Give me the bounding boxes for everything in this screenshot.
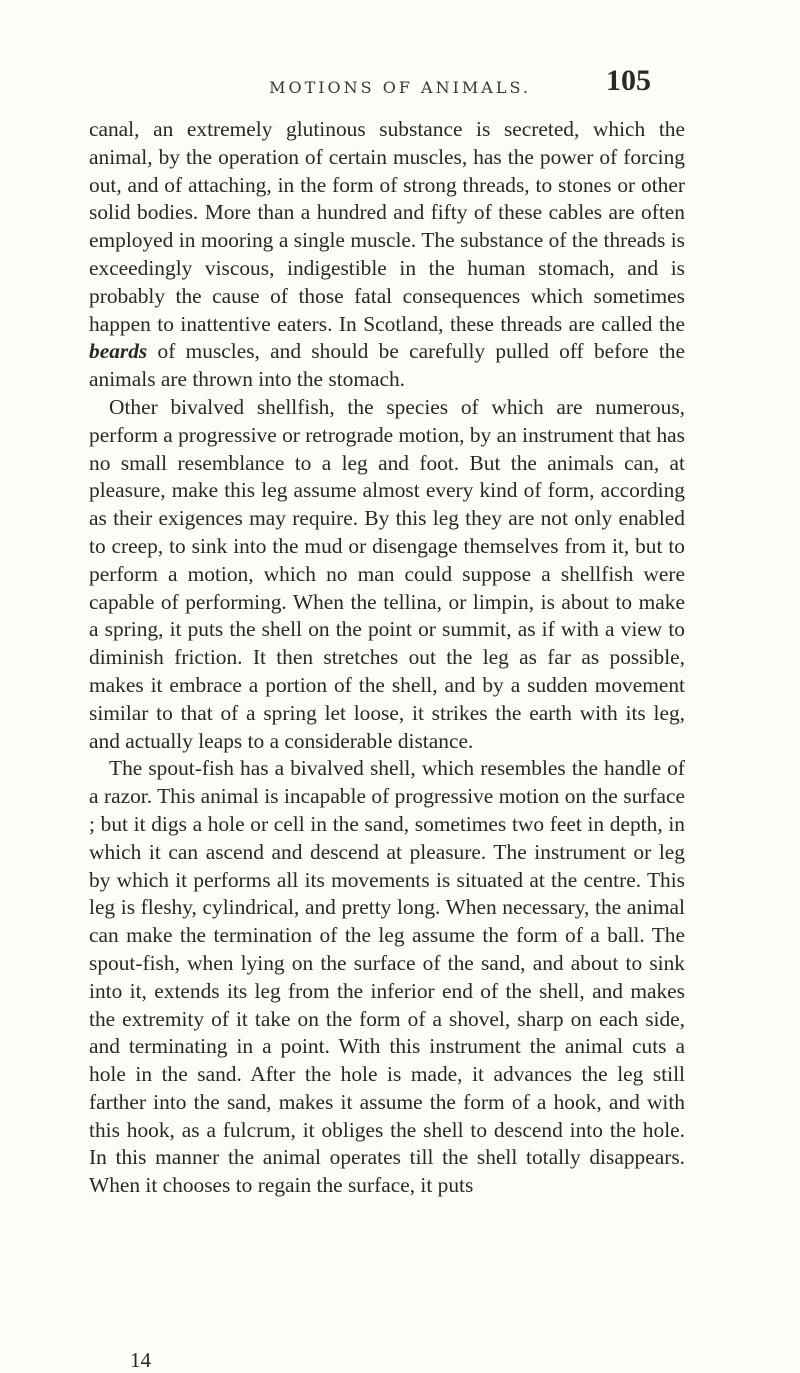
body-text [89, 116, 685, 1200]
running-head: MOTIONS OF ANIMALS. [269, 78, 531, 97]
page-number: 105 [606, 64, 651, 97]
paragraph-3 [89, 755, 685, 1200]
paragraph-1 [89, 116, 685, 394]
paragraph-1-text-a: canal, an extremely glutinous substance is secreted, which the animal, by the operation of certain muscles, has the power of forcing out, and of attaching, in the form of strong threads, to stones or other solid bodies. More than a hundred and fifty of these cables are often employed in mooring a single muscle. The substance of the threads is exceedingly viscous, indigestible in the human stomach, and is probably the cause of those fatal consequences which sometimes happen to inattentive eaters. In Scotland, these threads are called the [89, 117, 685, 336]
paragraph-2 [89, 394, 685, 755]
paragraph-1-italic-term: beards [89, 339, 148, 364]
paragraph-1-text-b: of muscles, and should be carefully pulled off before the animals are thrown into the stomach. [89, 339, 685, 392]
paragraph-3-text: The spout-fish has a bivalved shell, which resembles the handle of a razor. This animal is incapable of progressive motion on the surface ; but it digs a hole or cell in the sand, sometimes two feet in depth, in which it can ascend and descend at pleasure. The instrument or leg by which it performs all its movements is situated at the centre. This leg is fleshy, cylindrical, and pretty long. When necessary, the animal can make the termination of the leg assume the form of a ball. The spout-fish, when lying on the surface of the sand, and about to sink into it, extends its leg from the inferior end of the shell, and makes the extremity of it take on the form of a shovel, sharp on each side, and terminating in a point. With this instrument the animal cuts a hole in the sand. After the hole is made, it advances the leg still farther into the sand, makes it assume the form of a hook, and with this hook, as a fulcrum, it obliges the shell to descend into the hole. In this manner the animal operates till the shell totally disappears. When it chooses to regain the surface, it puts [89, 756, 685, 1198]
signature-mark: 14 [130, 1348, 151, 1372]
paragraph-2-text: Other bivalved shellfish, the species of which are numerous, perform a progressive or retrograde motion, by an instrument that has no small resemblance to a leg and foot. But the animals can, at pleasure, make this leg assume almost every kind of form, according as their exigences may require. By this leg they are not only enabled to creep, to sink into the mud or disengage themselves from it, but to perform a motion, which no man could suppose a shellfish were capable of performing. When the tellina, or limpin, is about to make a spring, it puts the shell on the point or summit, as if with a view to diminish friction. It then stretches out the leg as far as possible, makes it embrace a portion of the shell, and by a sudden movement similar to that of a spring let loose, it strikes the earth with its leg, and actually leaps to a considerable distance. [89, 394, 685, 753]
